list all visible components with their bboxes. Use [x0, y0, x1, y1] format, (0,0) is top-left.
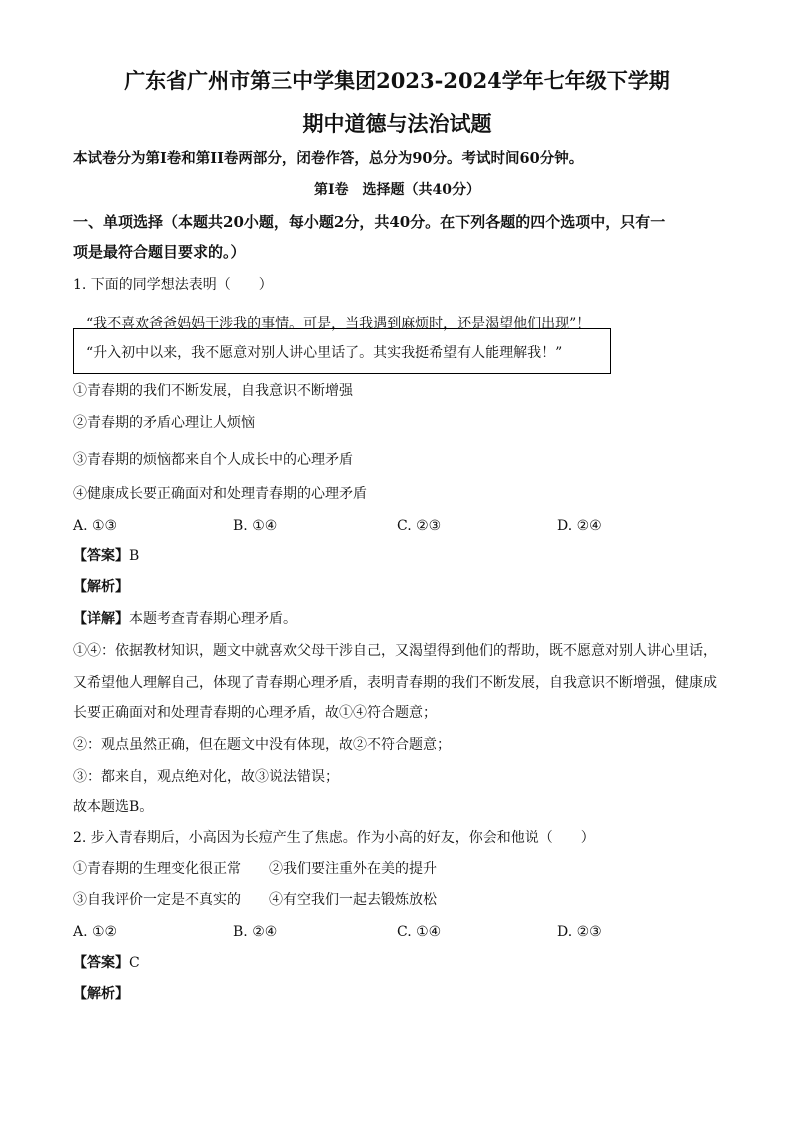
q2-stem: 2. 步入青春期后，小高因为长痘产生了焦虑。作为小高的好友，你会和他说（ ） — [73, 830, 595, 846]
part1-instructions-line1: 一、单项选择（本题共20小题，每小题2分，共40分。在下列各题的四个选项中，只有一 — [73, 213, 666, 231]
q1-explanation-1-line2: 又希望他人理解自己，体现了青春期心理矛盾，表明青春期的我们不断发展，自我意识不断增强，健康成 — [73, 675, 717, 691]
q1-answer-value: B — [129, 548, 140, 564]
q1-quote-line2: “升入初中以来，我不愿意对别人讲心里话了。其实我挺希望有人能理解我！” — [86, 345, 563, 361]
q2-option-d: D. ②③ — [557, 924, 602, 940]
q1-answer-label: 【答案】 — [73, 548, 129, 564]
q1-answer — [73, 546, 139, 566]
q1-explanation-1-line3: 长要正确面对和处理青春期的心理矛盾，故①④符合题意； — [73, 705, 437, 721]
q2-statements-row2: ③自我评价一定是不真实的 ④有空我们一起去锻炼放松 — [73, 892, 437, 908]
q2-answer-value: C — [129, 955, 140, 971]
exam-title-line1: 广东省广州市第三中学集团2023-2024学年七年级下学期 — [124, 68, 670, 93]
exam-intro: 本试卷分为第I卷和第II卷两部分，闭卷作答，总分为90分。考试时间60分钟。 — [73, 150, 584, 167]
q1-stem: 1. 下面的同学想法表明（ ） — [73, 277, 273, 293]
q2-option-c: C. ①④ — [397, 924, 442, 940]
exam-title-line2: 期中道德与法治试题 — [302, 111, 492, 136]
q1-explanation-2: ②：观点虽然正确，但在题文中没有体现，故②不符合题意； — [73, 737, 451, 753]
q1-statement-3: ③青春期的烦恼都来自个人成长中的心理矛盾 — [73, 452, 353, 468]
q1-statement-4: ④健康成长要正确面对和处理青春期的心理矛盾 — [73, 486, 367, 502]
q1-explanation-3: ③：都来自，观点绝对化，故③说法错误； — [73, 769, 339, 785]
q2-answer-label: 【答案】 — [73, 955, 129, 971]
q1-option-a: A. ①③ — [73, 518, 118, 534]
q2-option-a: A. ①② — [73, 924, 118, 940]
q1-option-c: C. ②③ — [397, 518, 442, 534]
q1-detail-label: 【详解】 — [73, 611, 129, 627]
q1-detail-text: 本题考查青春期心理矛盾。 — [129, 611, 297, 627]
q1-statement-1: ①青春期的我们不断发展，自我意识不断增强 — [73, 383, 353, 399]
q2-answer — [73, 953, 140, 973]
q1-option-d: D. ②④ — [557, 518, 602, 534]
part1-instructions-line2: 项是最符合题目要求的。） — [73, 243, 246, 261]
q1-statement-2: ②青春期的矛盾心理让人烦恼 — [73, 415, 255, 431]
q1-explanation-1-line1: ①④：依据教材知识，题文中就喜欢父母干涉自己，又渴望得到他们的帮助，既不愿意对别人讲心里话， — [73, 643, 717, 659]
q2-option-b: B. ②④ — [233, 924, 278, 940]
q2-analysis-label: 【解析】 — [73, 986, 129, 1002]
section-title: 第I卷 选择题（共40分） — [313, 182, 481, 198]
q1-conclusion: 故本题选B。 — [73, 799, 154, 815]
q1-analysis-label: 【解析】 — [73, 579, 129, 595]
q1-detail — [73, 609, 297, 629]
q2-statements-row1: ①青春期的生理变化很正常 ②我们要注重外在美的提升 — [73, 861, 437, 877]
q1-option-b: B. ①④ — [233, 518, 278, 534]
q1-quote-line1: “我不喜欢爸爸妈妈干涉我的事情。可是，当我遇到麻烦时，还是渴望他们出现”！ — [86, 316, 591, 332]
